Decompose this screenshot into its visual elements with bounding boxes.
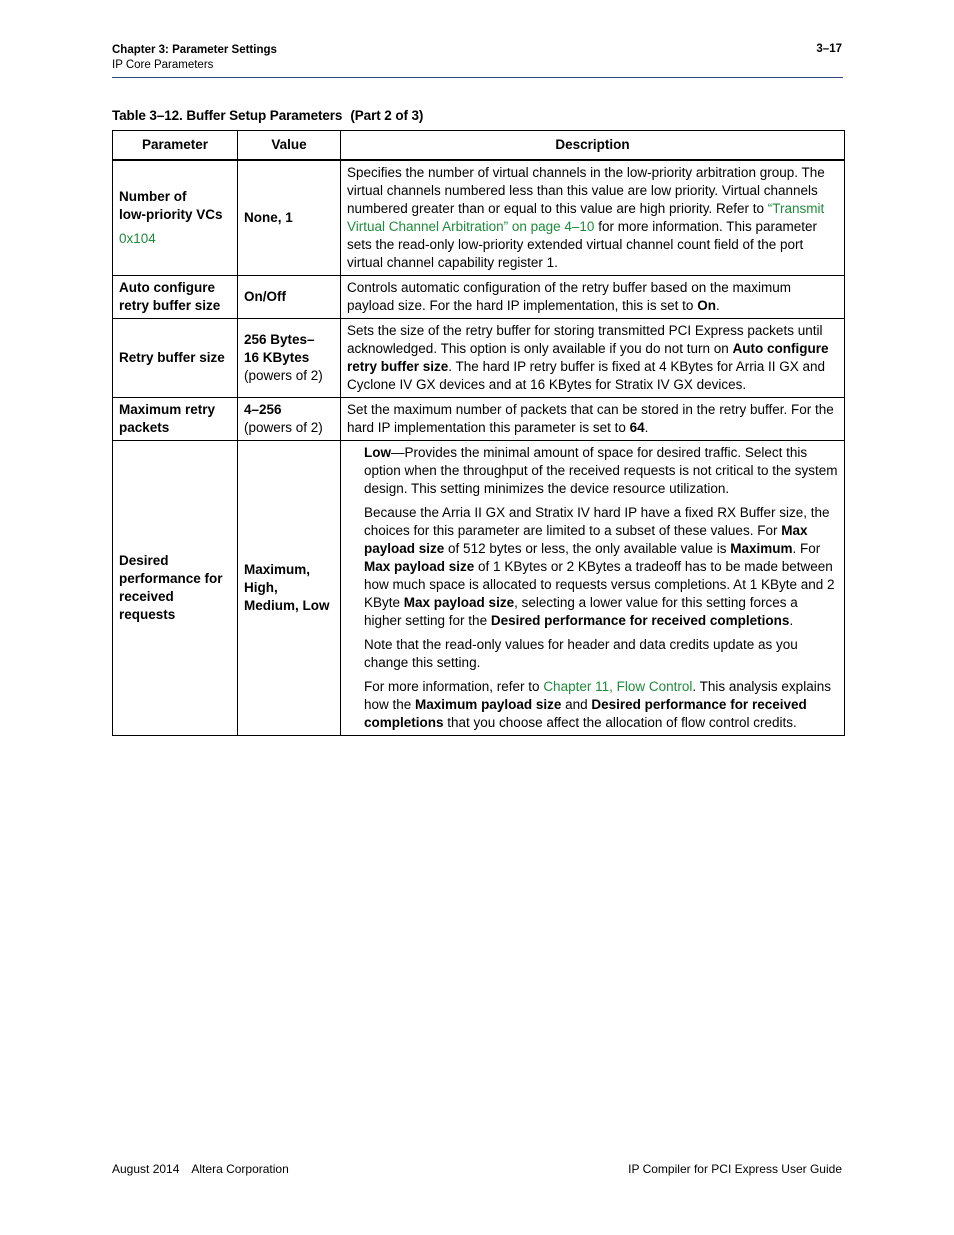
table-caption [112, 108, 423, 123]
table-header-row [113, 131, 845, 161]
value-cell: None, 1 [238, 160, 341, 276]
param-name-line: retry buffer size [119, 298, 221, 313]
description-bold: Auto configure retry buffer size [347, 341, 829, 374]
param-name-line: received requests [119, 589, 176, 622]
value-line: High, [244, 580, 278, 595]
table-row [113, 398, 845, 441]
description-bold: Desired performance for received completions [490, 613, 790, 628]
value-line: 16 KBytes [244, 350, 310, 365]
description-text: . For [792, 541, 821, 556]
value-line: Maximum, [244, 562, 311, 577]
description-text: . [644, 420, 649, 435]
description-text: and [561, 697, 592, 712]
description-bold: Maximum payload size [415, 697, 562, 712]
param-name-line: Auto configure [119, 280, 215, 295]
description-paragraph [364, 504, 838, 630]
description-text: Controls automatic configuration of the retry buffer based on the maximum payload size. For the hard IP implementation, this is set to [347, 280, 791, 313]
description-bold: 64 [629, 420, 645, 435]
description-text: —Provides the minimal amount of space for desired traffic. Select this option when the throughput of the received requests is not critical to the system design. This setting minimizes the device resource utilization. [364, 445, 838, 496]
param-name-line: packets [119, 420, 170, 435]
description-text: of 1 KBytes or 2 KBytes a tradeoff has to be made between how much space is allocated to requests versus completions. At 1 KByte and 2 KByte [364, 559, 835, 610]
table-row [113, 160, 845, 276]
description-paragraphs [347, 444, 838, 732]
description-text: . This analysis explains how the [364, 679, 831, 712]
buffer-setup-table [112, 130, 845, 736]
table-row [113, 441, 845, 736]
description-text: , selecting a lower value for this setting forces a higher setting for the [364, 595, 798, 628]
description-cell [341, 441, 845, 736]
table-row [113, 276, 845, 319]
value-line: 256 Bytes– [244, 332, 315, 347]
description-bold: Desired performance for received completions [364, 697, 807, 730]
description-text: for more information. This parameter sets the read-only low-priority extended virtual channel count field of the port virtual channel capability register 1. [347, 219, 818, 270]
param-name-line: Number of [119, 189, 187, 204]
param-cell [113, 276, 238, 319]
description-text: Set the maximum number of packets that can be stored in the retry buffer. For the hard IP implementation this parameter is set to [347, 402, 834, 435]
column-header-value: Value [238, 131, 341, 161]
description-bold: On [697, 298, 716, 313]
description-text: Sets the size of the retry buffer for storing transmitted PCI Express packets until acknowledged. This option is only available if you do not turn on [347, 323, 823, 356]
header-rule [112, 77, 843, 78]
description-text: that you choose affect the allocation of flow control credits. [443, 715, 797, 730]
param-cell [113, 398, 238, 441]
value-line: Medium, Low [244, 598, 330, 613]
description-cell [341, 160, 845, 276]
table-row [113, 319, 845, 398]
description-text: of 512 bytes or less, the only available value is [444, 541, 731, 556]
value-cell [238, 441, 341, 736]
description-text: Specifies the number of virtual channels in the low-priority arbitration group. The virtual channels numbered less than this value are low priority. Virtual channels numbered greater than or equal to this value are high priority. Refer to [347, 165, 825, 216]
description-cell [341, 276, 845, 319]
footer-date: August 2014 [112, 1162, 180, 1176]
running-header [112, 43, 277, 73]
chapter-title: Chapter 3: Parameter Settings [112, 44, 277, 56]
description-bold: Max payload size [364, 559, 475, 574]
value-note: (powers of 2) [244, 368, 323, 383]
table-caption-title: Table 3–12. Buffer Setup Parameters [112, 108, 343, 123]
param-name-line: performance for [119, 571, 223, 586]
description-paragraph [364, 444, 838, 498]
footer-company: Altera Corporation [191, 1162, 289, 1176]
footer-left [112, 1162, 289, 1176]
column-header-parameter: Parameter [113, 131, 238, 161]
value-note: (powers of 2) [244, 420, 323, 435]
description-text: Because the Arria II GX and Stratix IV hard IP have a fixed RX Buffer size, the choices for this parameter are limited to a subset of these values. For [364, 505, 830, 538]
description-bold: Max payload size [403, 595, 515, 610]
table-caption-part: (Part 2 of 3) [350, 108, 424, 123]
param-cell: Retry buffer size [113, 319, 238, 398]
value-cell: On/Off [238, 276, 341, 319]
description-bold: Maximum [730, 541, 793, 556]
footer-doc-title: IP Compiler for PCI Express User Guide [628, 1162, 842, 1176]
flow-control-chapter-link[interactable]: Chapter 11, Flow Control [543, 679, 693, 694]
param-cell [113, 160, 238, 276]
transmit-vc-arbitration-link[interactable]: “Transmit Virtual Channel Arbitration” on page 4–10 [347, 201, 825, 234]
section-title: IP Core Parameters [112, 59, 214, 71]
column-header-description: Description [341, 131, 845, 161]
param-offset-link[interactable]: 0x104 [119, 231, 156, 246]
param-name-line: low-priority VCs [119, 207, 223, 222]
param-name-line: Desired [119, 553, 169, 568]
param-name-line: Maximum retry [119, 402, 216, 417]
description-text: . The hard IP retry buffer is fixed at 4 KBytes for Arria II GX and Cyclone IV GX devices and at 16 KBytes for Stratix IV GX devices. [347, 359, 825, 392]
description-cell [341, 398, 845, 441]
value-line: 4–256 [244, 402, 282, 417]
description-text: For more information, refer to [364, 679, 544, 694]
description-cell [341, 319, 845, 398]
value-cell [238, 398, 341, 441]
page-number: 3–17 [816, 43, 842, 55]
description-paragraph [364, 678, 838, 732]
description-paragraph: Note that the read-only values for header and data credits update as you change this setting. [364, 637, 798, 670]
description-text: . [789, 613, 794, 628]
description-text: . [715, 298, 720, 313]
description-bold: Low [364, 445, 391, 460]
value-cell [238, 319, 341, 398]
description-bold: Max payload size [364, 523, 808, 556]
param-cell [113, 441, 238, 736]
